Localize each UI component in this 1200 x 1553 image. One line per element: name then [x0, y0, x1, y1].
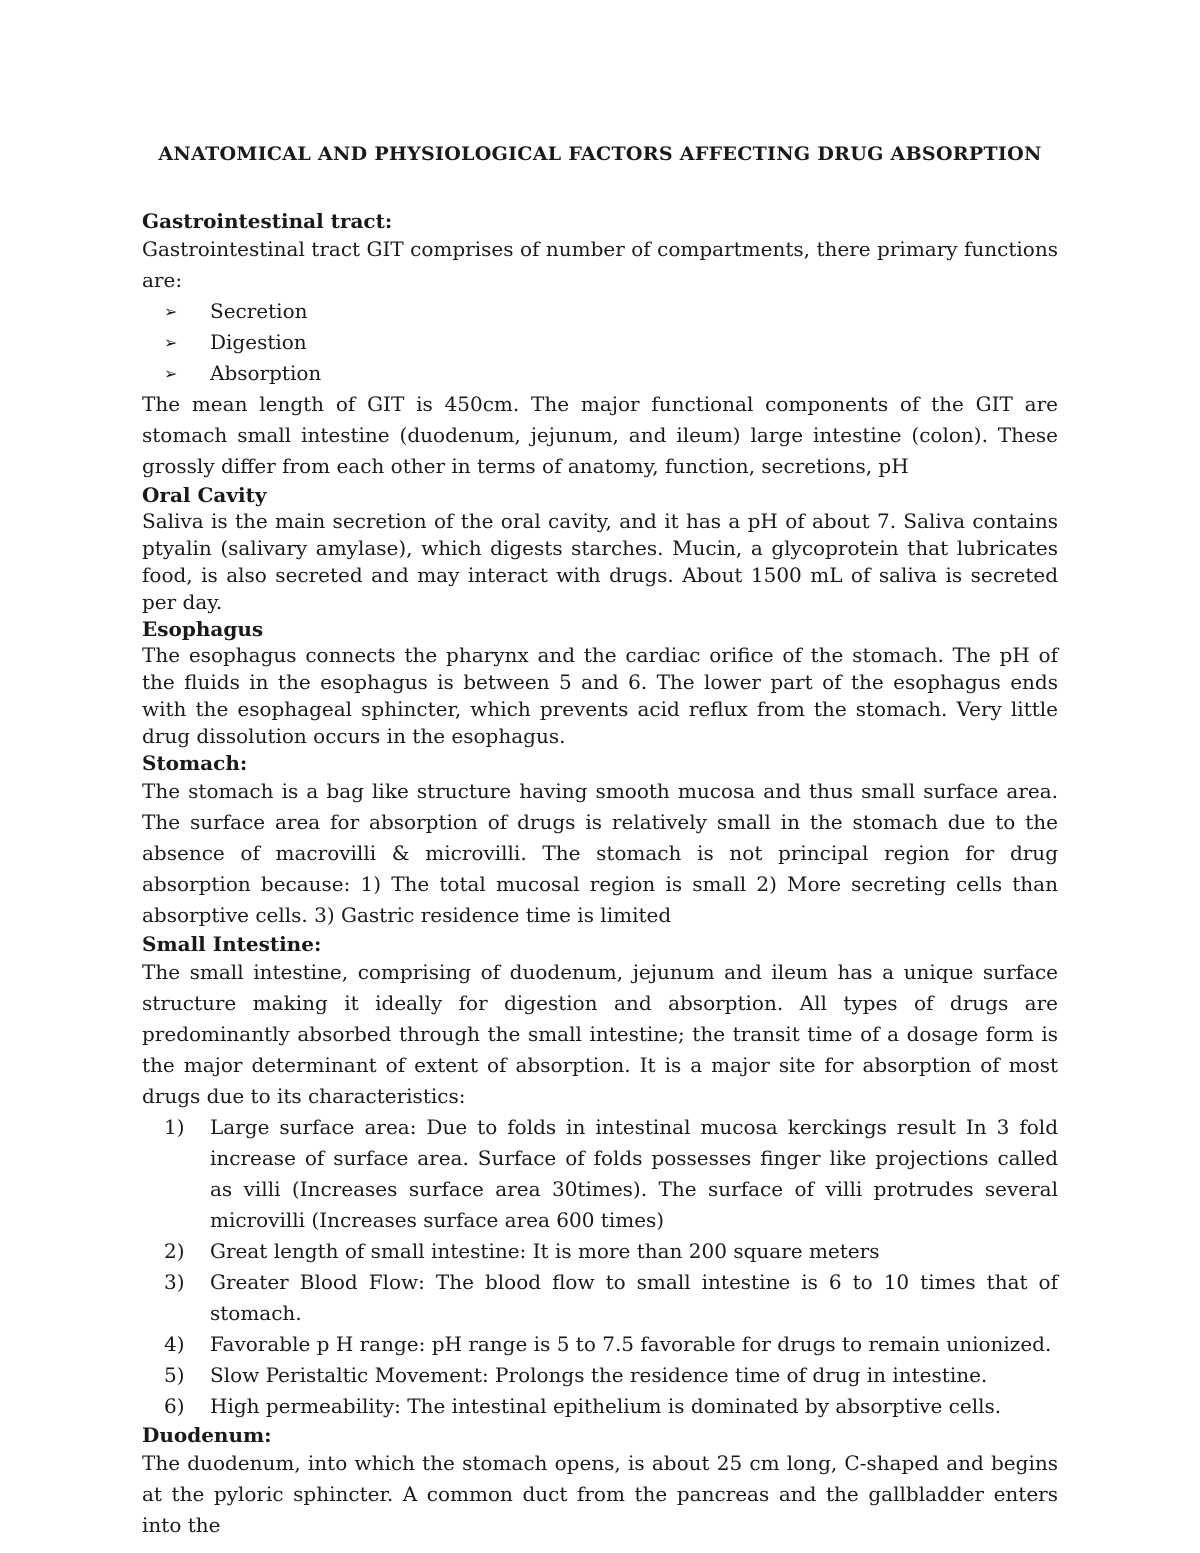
arrow-bullet-icon: ➢ [164, 302, 178, 321]
list-item: 3) Greater Blood Flow: The blood flow to small intestine is 6 to 10 times that of stomach. [164, 1270, 1058, 1325]
duodenum-body: The duodenum, into which the stomach opens, is about 25 cm long, C-shaped and begins at the pyloric sphincter. A common duct from the pancreas and the gallbladder enters into the [142, 1451, 1058, 1537]
list-item: ➢ Absorption [164, 358, 1058, 389]
stomach-body: The stomach is a bag like structure having smooth mucosa and thus small surface area. The surface area for absorption of drugs is relatively small in the stomach due to the absence of macrovilli & microvilli. The stomach is not principal region for drug absorption because: 1) The total mucosal region is small 2) More secreting cells than absorptive cells. 3) Gastric residence time is limited [142, 779, 1058, 927]
list-item: 2) Great length of small intestine: It is more than 200 square meters [164, 1239, 880, 1263]
list-item: 1) Large surface area: Due to folds in intestinal mucosa kerckings result In 3 fold increase of surface area. Surface of folds possesses finger like projections called as villi (Increases surface area 30times). The surface of villi protrudes several microvilli (Increases surface area 600 times) [164, 1115, 1058, 1232]
section-small-intestine [142, 931, 1058, 1422]
list-item: 5) Slow Peristaltic Movement: Prolongs the residence time of drug in intestine. [164, 1363, 988, 1387]
document-page [142, 138, 1058, 1541]
list-item: ➢ Secretion [164, 296, 1058, 327]
arrow-bullet-icon: ➢ [164, 364, 178, 383]
list-item: 6) High permeability: The intestinal epithelium is dominated by absorptive cells. [164, 1394, 1002, 1418]
esophagus-body: The esophagus connects the pharynx and the cardiac orifice of the stomach. The pH of the fluids in the esophagus is between 5 and 6. The lower part of the esophagus ends with the esophageal sphincter, which prevents acid reflux from the stomach. Very little drug dissolution occurs in the esophagus. [142, 643, 1058, 748]
heading-duodenum: Duodenum: [142, 1423, 272, 1447]
git-intro: Gastrointestinal tract GIT comprises of number of compartments, there primary functions are: [142, 237, 1058, 292]
git-body: The mean length of GIT is 450cm. The major functional components of the GIT are stomach small intestine (duodenum, jejunum, and ileum) large intestine (colon). These grossly differ from each other in terms of anatomy, function, secretions, pH [142, 392, 1058, 478]
heading-small-intestine: Small Intestine: [142, 932, 322, 956]
list-item: ➢ Digestion [164, 327, 1058, 358]
small-intestine-body: The small intestine, comprising of duodenum, jejunum and ileum has a unique surface structure making it ideally for digestion and absorption. All types of drugs are predominantly absorbed through the small intestine; the transit time of a dosage form is the major determinant of extent of absorption. It is a major site for absorption of most drugs due to its characteristics: [142, 960, 1058, 1108]
document-title: ANATOMICAL AND PHYSIOLOGICAL FACTORS AFFECTING DRUG ABSORPTION [158, 143, 1042, 165]
small-intestine-characteristics [142, 1112, 1058, 1422]
section-gastrointestinal-tract [142, 208, 1058, 482]
oral-cavity-body: Saliva is the main secretion of the oral cavity, and it has a pH of about 7. Saliva contains ptyalin (salivary amylase), which digests starches. Mucin, a glycoprotein that lubricates food, is also secreted and may interact with drugs. About 1500 mL of saliva is secreted per day. [142, 509, 1058, 614]
git-functions-list [142, 296, 1058, 389]
section-oral-cavity [142, 482, 1058, 616]
arrow-bullet-icon: ➢ [164, 333, 178, 352]
section-esophagus [142, 616, 1058, 750]
heading-gastrointestinal-tract: Gastrointestinal tract: [142, 209, 393, 233]
section-duodenum [142, 1422, 1058, 1541]
heading-oral-cavity: Oral Cavity [142, 483, 267, 507]
list-item: 4) Favorable p H range: pH range is 5 to 7.5 favorable for drugs to remain unionized. [164, 1332, 1052, 1356]
heading-esophagus: Esophagus [142, 617, 264, 641]
heading-stomach: Stomach: [142, 751, 248, 775]
section-stomach [142, 750, 1058, 931]
